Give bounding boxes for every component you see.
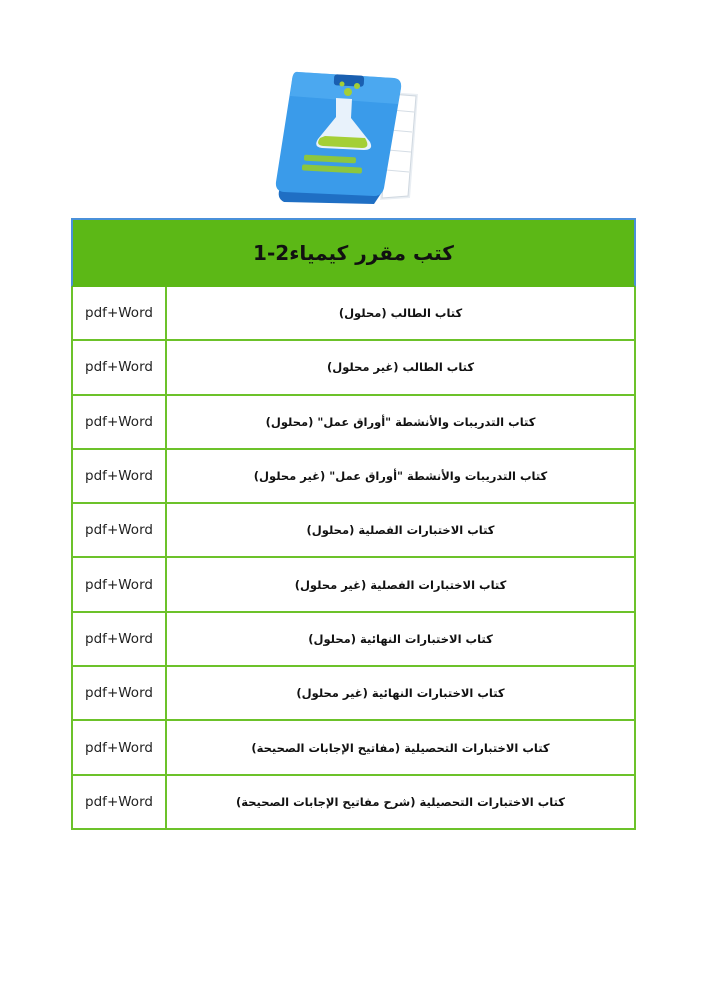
book-title-cell: كتاب التدريبات والأنشطة "أوراق عمل" (غير محلول): [253, 469, 548, 484]
format-cell: pdf+Word: [73, 287, 167, 339]
book-title-cell: كتاب الطالب (محلول): [338, 306, 463, 321]
format-cell: pdf+Word: [73, 450, 167, 502]
table-title: كتب مقرر كيمياء2-1: [253, 240, 454, 265]
format-cell: pdf+Word: [73, 721, 167, 773]
book-title-cell: كتاب الاختبارات النهائية (محلول): [308, 631, 493, 646]
book-title-cell: كتاب الاختبارات التحصيلية (مفاتيح الإجابات الصحيحة): [251, 740, 550, 755]
format-cell: pdf+Word: [73, 504, 167, 556]
table-row: [71, 613, 636, 667]
book-title-cell: كتاب الاختبارات الفصلية (محلول): [306, 523, 495, 538]
table-row: [71, 504, 636, 558]
book-title-cell: كتاب الطالب (غير محلول): [326, 360, 475, 375]
format-cell: pdf+Word: [73, 341, 167, 393]
table-row: [71, 667, 636, 721]
book-title-cell: كتاب التدريبات والأنشطة "أوراق عمل" (محلول): [265, 414, 536, 429]
table-row: [71, 341, 636, 395]
format-cell: pdf+Word: [73, 613, 167, 665]
books-table: [71, 218, 636, 830]
chemistry-book-icon: [270, 70, 425, 210]
table-row: [71, 721, 636, 775]
table-header: [71, 218, 636, 287]
table-row: [71, 450, 636, 504]
table-row: [71, 396, 636, 450]
table-row: [71, 287, 636, 341]
format-cell: pdf+Word: [73, 776, 167, 828]
format-cell: pdf+Word: [73, 396, 167, 448]
book-title-cell: كتاب الاختبارات الفصلية (غير محلول): [294, 577, 507, 592]
format-cell: pdf+Word: [73, 558, 167, 610]
book-title-cell: كتاب الاختبارات التحصيلية (شرح مفاتيح الإجابات الصحيحة): [236, 794, 565, 809]
book-title-cell: كتاب الاختبارات النهائية (غير محلول): [296, 686, 505, 701]
table-row: [71, 558, 636, 612]
table-row: [71, 776, 636, 830]
format-cell: pdf+Word: [73, 667, 167, 719]
